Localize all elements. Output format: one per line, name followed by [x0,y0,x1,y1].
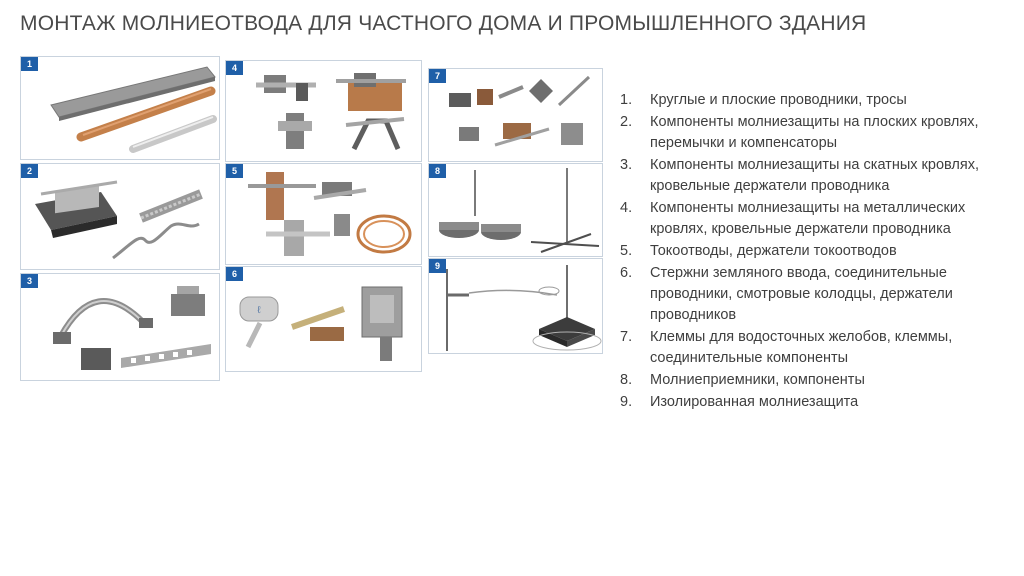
list-item [620,327,1015,369]
list-item-text: Круглые и плоские проводники, тросы [650,92,907,108]
photo-panel-5 [225,163,422,265]
earthing-components-illustration [226,267,421,371]
list-item-number: 3. [620,157,633,173]
list-item-text: Клеммы для водосточных желобов, клеммы, соединительные компоненты [650,329,953,366]
panel-number-badge: 5 [226,164,243,178]
list-item-number: 1. [620,92,633,108]
list-item [620,241,1015,262]
panel-number-badge: 7 [429,69,446,83]
list-item-text: Изолированная молниезащита [650,394,859,410]
insulated-protection-illustration [429,259,602,353]
pitched-roof-holders-illustration [21,274,219,380]
list-item-number: 6. [620,265,633,281]
list-item [620,198,1015,240]
list-item [620,112,1015,154]
photo-panel-3 [20,273,220,381]
panel-number-badge: 3 [21,274,38,288]
photo-panel-2 [20,163,220,270]
photo-panel-1 [20,56,220,160]
list-item [620,155,1015,197]
list-item-text: Стержни земляного ввода, соединительные проводники, смотровые колодцы, держатели проводников [650,265,953,323]
components-list [620,90,1015,414]
panel-number-badge: 8 [429,164,446,178]
down-conductors-illustration [226,164,421,264]
list-item-number: 2. [620,114,633,130]
svg-text:ℓ: ℓ [257,305,261,316]
gutter-clamps-illustration [429,69,602,161]
list-item [620,392,1015,413]
panel-number-badge: 9 [429,259,446,273]
list-item-number: 8. [620,372,633,388]
metal-roof-holders-illustration [226,61,421,161]
list-item-number: 7. [620,329,633,345]
list-item-text: Компоненты молниезащиты на плоских кровлях, перемычки и компенсаторы [650,114,979,151]
list-item [620,263,1015,326]
conductors-illustration [21,57,219,159]
page-title: МОНТАЖ МОЛНИЕОТВОДА ДЛЯ ЧАСТНОГО ДОМА И ПРОМЫШЛЕННОГО ЗДАНИЯ [20,12,867,35]
list-item [620,370,1015,391]
list-item-text: Компоненты молниезащиты на скатных кровлях, кровельные держатели проводника [650,157,979,194]
photo-panel-9 [428,258,603,354]
photo-panel-7 [428,68,603,162]
panel-number-badge: 4 [226,61,243,75]
flat-roof-components-illustration [21,164,219,269]
list-item-text: Компоненты молниезащиты на металлических кровлях, кровельные держатели проводника [650,200,966,237]
panel-number-badge: 6 [226,267,243,281]
list-item-number: 5. [620,243,633,259]
list-item-number: 9. [620,394,633,410]
photo-panel-8 [428,163,603,257]
list-item [620,90,1015,111]
photo-panel-6 [225,266,422,372]
panel-number-badge: 2 [21,164,38,178]
list-item-number: 4. [620,200,633,216]
panel-number-badge: 1 [21,57,38,71]
photo-panel-4 [225,60,422,162]
list-item-text: Токоотводы, держатели токоотводов [650,243,897,259]
list-item-text: Молниеприемники, компоненты [650,372,865,388]
air-terminals-illustration [429,164,602,256]
